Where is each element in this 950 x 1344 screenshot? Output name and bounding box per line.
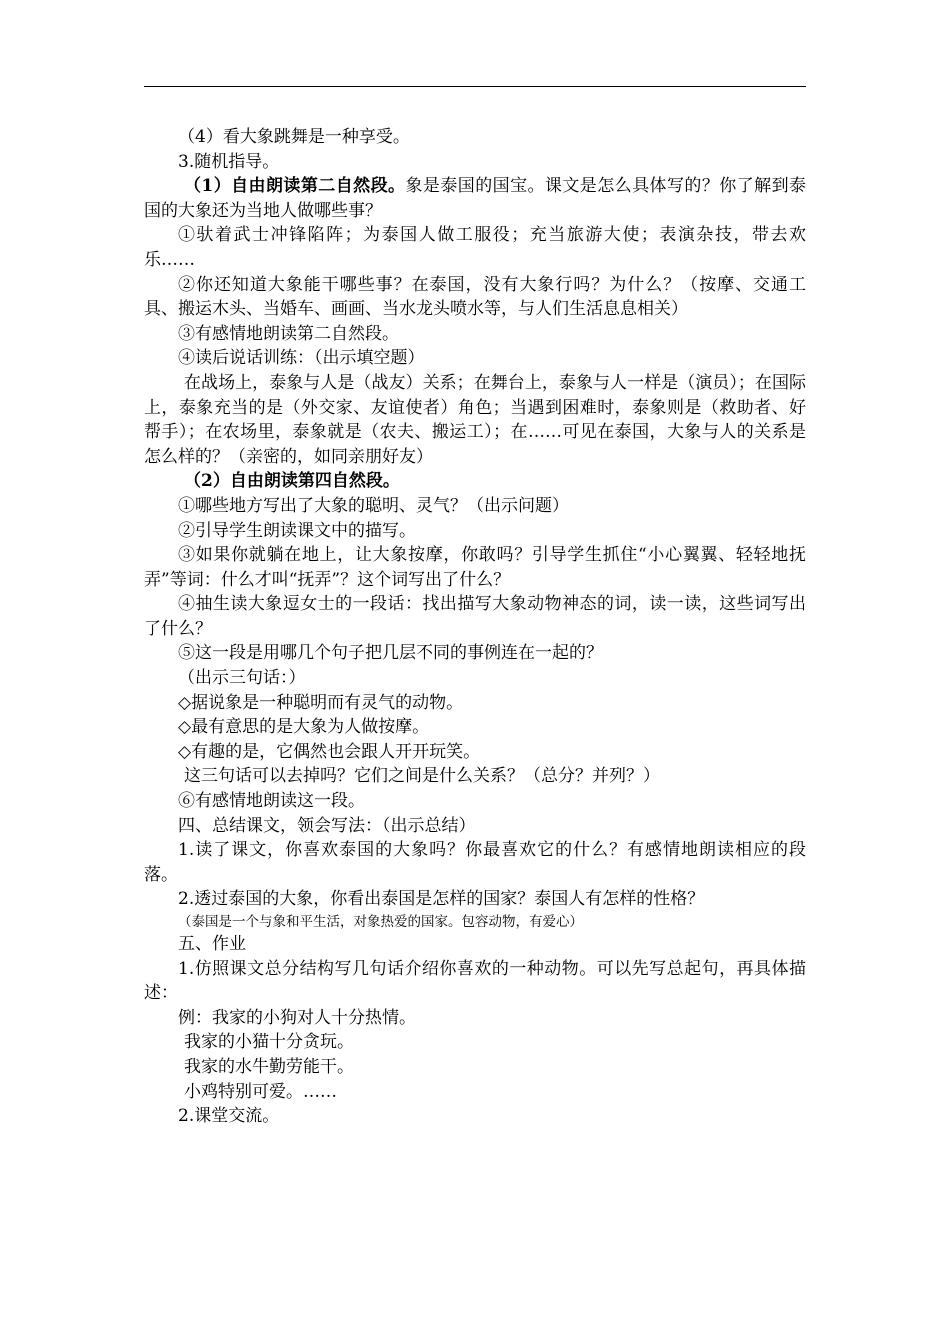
paragraph: 这三句话可以去掉吗？它们之间是什么关系？（总分？并列？）: [184, 766, 660, 787]
paragraph: 2.透过泰国的大象，你看出泰国是怎样的国家？泰国人有怎样的性格？: [178, 889, 705, 910]
paragraph: ⑥有感情地朗读这一段。: [178, 791, 365, 812]
paragraph-text: 象是泰国的国宝。课文是怎么具体写的？你了解到泰国的大象还为当地人做哪些事？: [144, 176, 807, 221]
paragraph: （出示三句话：）: [178, 668, 306, 689]
list-item: ◇有趣的是，它偶然也会跟人开开玩笑。: [178, 741, 481, 762]
paragraph: [144, 174, 806, 223]
paragraph: 2.课堂交流。: [178, 1106, 280, 1127]
paragraph: ③如果你就躺在地上，让大象按摩，你敢吗？引导学生抓住“小心翼翼、轻轻地抚弄”等词：什么才叫“抚弄”？这个词写出了什么？: [144, 545, 806, 590]
header-rule: [144, 86, 806, 87]
paragraph: ⑤这一段是用哪几个句子把几层不同的事例连在一起的？: [178, 643, 603, 664]
paragraph: （4）看大象跳舞是一种享受。: [178, 127, 410, 147]
section-heading: 五、作业: [178, 934, 246, 954]
example-line: 我家的水牛勤劳能干。: [184, 1056, 354, 1077]
section-heading: （2）自由朗读第四自然段。: [184, 471, 400, 492]
list-item: ◇据说象是一种聪明而有灵气的动物。: [178, 692, 464, 713]
paragraph: ②你还知道大象能干哪些事？在泰国，没有大象行吗？为什么？（按摩、交通工具、搬运木头、当婚车、画画、当水龙头喷水等，与人们生活息息相关）: [144, 274, 806, 320]
document-body: [144, 125, 806, 1129]
paragraph: 3.随机指导。: [178, 151, 280, 172]
note: （泰国是一个与象和平生活，对象热爱的国家。包容动物，有爱心）: [178, 914, 583, 930]
paragraph: ④抽生读大象逗女士的一段话：找出描写大象动物神态的词，读一读，这些词写出了什么？: [144, 594, 806, 639]
section-heading: 四、总结课文，领会写法：（出示总结）: [178, 815, 476, 836]
example-line: 小鸡特别可爱。……: [184, 1081, 337, 1102]
example-line: 我家的小猫十分贪玩。: [184, 1032, 354, 1053]
paragraph: 1.读了课文，你喜欢泰国的大象吗？你最喜欢它的什么？有感情地朗读相应的段落。: [144, 840, 806, 885]
list-item: ◇最有意思的是大象为人做按摩。: [178, 717, 430, 738]
section-heading: （1）自由朗读第二自然段。: [184, 176, 406, 197]
paragraph: ④读后说话训练：（出示填空题）: [178, 348, 425, 369]
paragraph: ①哪些地方写出了大象的聪明、灵气？（出示问题）: [178, 495, 569, 516]
example-line: 例：我家的小狗对人十分热情。: [178, 1007, 416, 1028]
paragraph: 在战场上，泰象与人是（战友）关系；在舞台上，泰象与人一样是（演员）；在国际上，泰象充当的是（外交家、友谊使者）角色；当遇到困难时，泰象则是（救助者、好帮手）；在农场里，泰象就是（农夫、搬运工）；在……可见在泰国，大象与人的关系是怎么样的？（亲密的，如同亲朋好友）: [144, 372, 806, 467]
paragraph: ②引导学生朗读课文中的描写。: [178, 520, 416, 541]
paragraph: 1.仿照课文总分结构写几句话介绍你喜欢的一种动物。可以先写总起句，再具体描述：: [144, 958, 806, 1004]
paragraph: ③有感情地朗读第二自然段。: [178, 323, 399, 344]
paragraph: ①驮着武士冲锋陷阵；为泰国人做工服役；充当旅游大使；表演杂技，带去欢乐……: [144, 225, 806, 270]
